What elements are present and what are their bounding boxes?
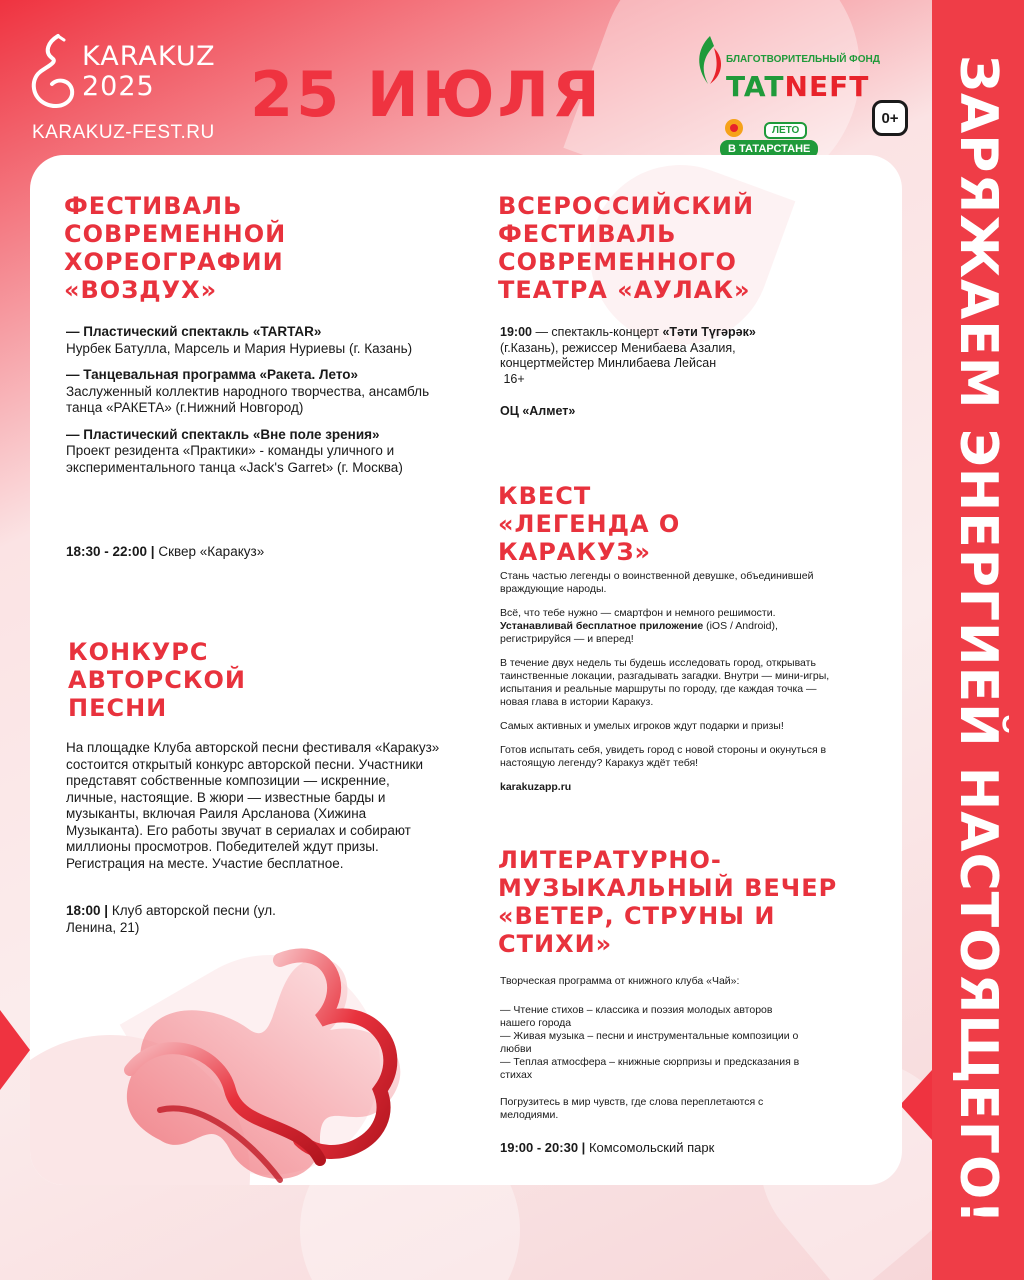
vozduh-item-body: Заслуженный коллектив народного творчества, ансамбль танца «РАКЕТА» (г.Нижний Новгород) <box>66 383 430 415</box>
swan-logo-icon <box>28 32 80 112</box>
konkurs-time: 18:00 | <box>66 903 109 918</box>
vecher-item: — Чтение стихов – классика и поэзия молодых авторов нашего города <box>500 1004 773 1029</box>
vozduh-place: Сквер «Каракуз» <box>158 544 265 559</box>
tatneft-fund-logo <box>690 30 930 170</box>
vecher-place: Комсомольский парк <box>588 1140 715 1155</box>
summer-badge-top: ЛЕТО <box>764 122 807 139</box>
kvest-p2b: Устанавливай бесплатное приложение <box>500 620 704 632</box>
event-date: 25 ИЮЛЯ <box>250 58 603 131</box>
logo-year: 2025 <box>82 71 155 102</box>
kvest-p1: Стань частью легенды о воинственной девушке, объединившей враждующие народы. <box>500 570 814 595</box>
fund-name <box>726 70 869 103</box>
kvest-title: КВЕСТ «ЛЕГЕНДА О КАРАКУЗ» <box>498 482 681 566</box>
vozduh-schedule <box>66 544 446 561</box>
aulak-details: (г.Казань), режиссер Менибаева Азалия, концертмейстер Минлибаева Лейсан <box>500 340 736 370</box>
konkurs-place: Клуб авторской песни (ул. Ленина, 21) <box>66 903 276 935</box>
decor-triangle <box>0 1010 30 1090</box>
vecher-schedule <box>500 1140 820 1157</box>
vozduh-title: ФЕСТИВАЛЬ СОВРЕМЕННОЙ ХОРЕОГРАФИИ «ВОЗДУХ» <box>64 192 287 304</box>
vozduh-item-head: — Танцевальная программа «Ракета. Лето» <box>66 367 359 382</box>
aulak-title: ВСЕРОССИЙСКИЙ ФЕСТИВАЛЬ СОВРЕМЕННОГО ТЕАТРА «АУЛАК» <box>498 192 755 304</box>
vecher-text <box>500 975 810 1133</box>
aulak-lead: — спектакль-концерт <box>531 325 663 339</box>
fund-caption: БЛАГОТВОРИТЕЛЬНЫЙ ФОНД <box>726 54 880 65</box>
flame-icon <box>692 34 726 86</box>
kvest-p3: В течение двух недель ты будешь исследовать город, открывать таинственные локации, разгадывать загадки. Внутри — мини-игры, испытания и реальные маршруты по городу, где каждая точка — новая глава в истории Каракуз. <box>500 657 830 708</box>
kvest-link[interactable]: karakuzapp.ru <box>500 781 572 793</box>
age-rating-badge: 0+ <box>872 100 908 136</box>
vecher-title: ЛИТЕРАТУРНО-МУЗЫКАЛЬНЫЙ ВЕЧЕР «ВЕТЕР, СТРУНЫ И СТИХИ» <box>498 846 838 958</box>
vecher-item: — Живая музыка – песни и инструментальные композиции о любви <box>500 1030 799 1055</box>
vozduh-item-head: — Пластический спектакль «TARTAR» <box>66 324 322 339</box>
vozduh-item-body: Проект резидента «Практики» - команды уличного и экспериментального танца «Jack's Garret» (г. Москва) <box>66 443 403 475</box>
website-link[interactable]: KARAKUZ-FEST.RU <box>32 122 215 143</box>
aulak-show: «Тәти Түгәрәк» <box>662 325 756 339</box>
vozduh-item-head: — Пластический спектакль «Вне поле зрения» <box>66 426 380 442</box>
aulak-time: 19:00 <box>500 325 532 339</box>
vecher-outro: Погрузитесь в мир чувств, где слова переплетаются с мелодиями. <box>500 1096 764 1121</box>
kvest-p2a: Всё, что тебе нужно — смартфон и немного решимости. <box>500 607 776 619</box>
kvest-p4: Самых активных и умелых игроков ждут подарки и призы! <box>500 720 784 732</box>
aulak-venue: ОЦ «Алмет» <box>500 404 576 418</box>
summer-badge-bottom: В ТАТАРСТАНЕ <box>720 140 818 158</box>
vecher-item: — Теплая атмосфера – книжные сюрпризы и предсказания в стихах <box>500 1056 800 1081</box>
logo-name: KARAKUZ <box>82 41 216 72</box>
aulak-text <box>500 325 800 387</box>
konkurs-text: На площадке Клуба авторской песни фестиваля «Каракуз» состоится открытый конкурс авторской песни. Участники представят собственные композиции — искренние, личные, настоящие. В жюри — известные барды и музыканты, включая Раиля Арсланова (Хижина Музыканта). Его работы звучат в сериалах и собирают миллионы просмотров. Победителей ждут призы. Регистрация на месте. Участие бесплатное. <box>66 740 440 871</box>
sun-icon <box>722 116 746 140</box>
vozduh-list <box>66 324 446 486</box>
vertical-slogan: ЗАРЯЖАЕМ ЭНЕРГИЕЙ НАСТОЯЩЕГО! <box>948 55 1008 1225</box>
ribbon-art <box>100 940 430 1200</box>
fund-name-tat: TAT <box>726 70 785 103</box>
decor-triangle <box>900 1070 932 1140</box>
vecher-intro: Творческая программа от книжного клуба «Чай»: <box>500 975 740 987</box>
konkurs-title: КОНКУРС АВТОРСКОЙ ПЕСНИ <box>68 638 246 722</box>
kvest-p5: Готов испытать себя, увидеть город с новой стороны и окунуться в настоящую легенду? Каракуз ждёт тебя! <box>500 744 827 769</box>
kvest-text <box>500 570 830 805</box>
vozduh-time: 18:30 - 22:00 | <box>66 544 155 559</box>
fund-name-neft: NEFT <box>784 70 870 103</box>
konkurs-schedule <box>66 903 326 936</box>
vozduh-item-body: Нурбек Батулла, Марсель и Мария Нуриевы (г. Казань) <box>66 340 413 356</box>
kvest-p2c: (iOS / Android), регистрируйся — и вперед! <box>500 620 778 645</box>
aulak-age: 16+ <box>503 371 525 386</box>
vecher-time: 19:00 - 20:30 | <box>500 1140 586 1155</box>
